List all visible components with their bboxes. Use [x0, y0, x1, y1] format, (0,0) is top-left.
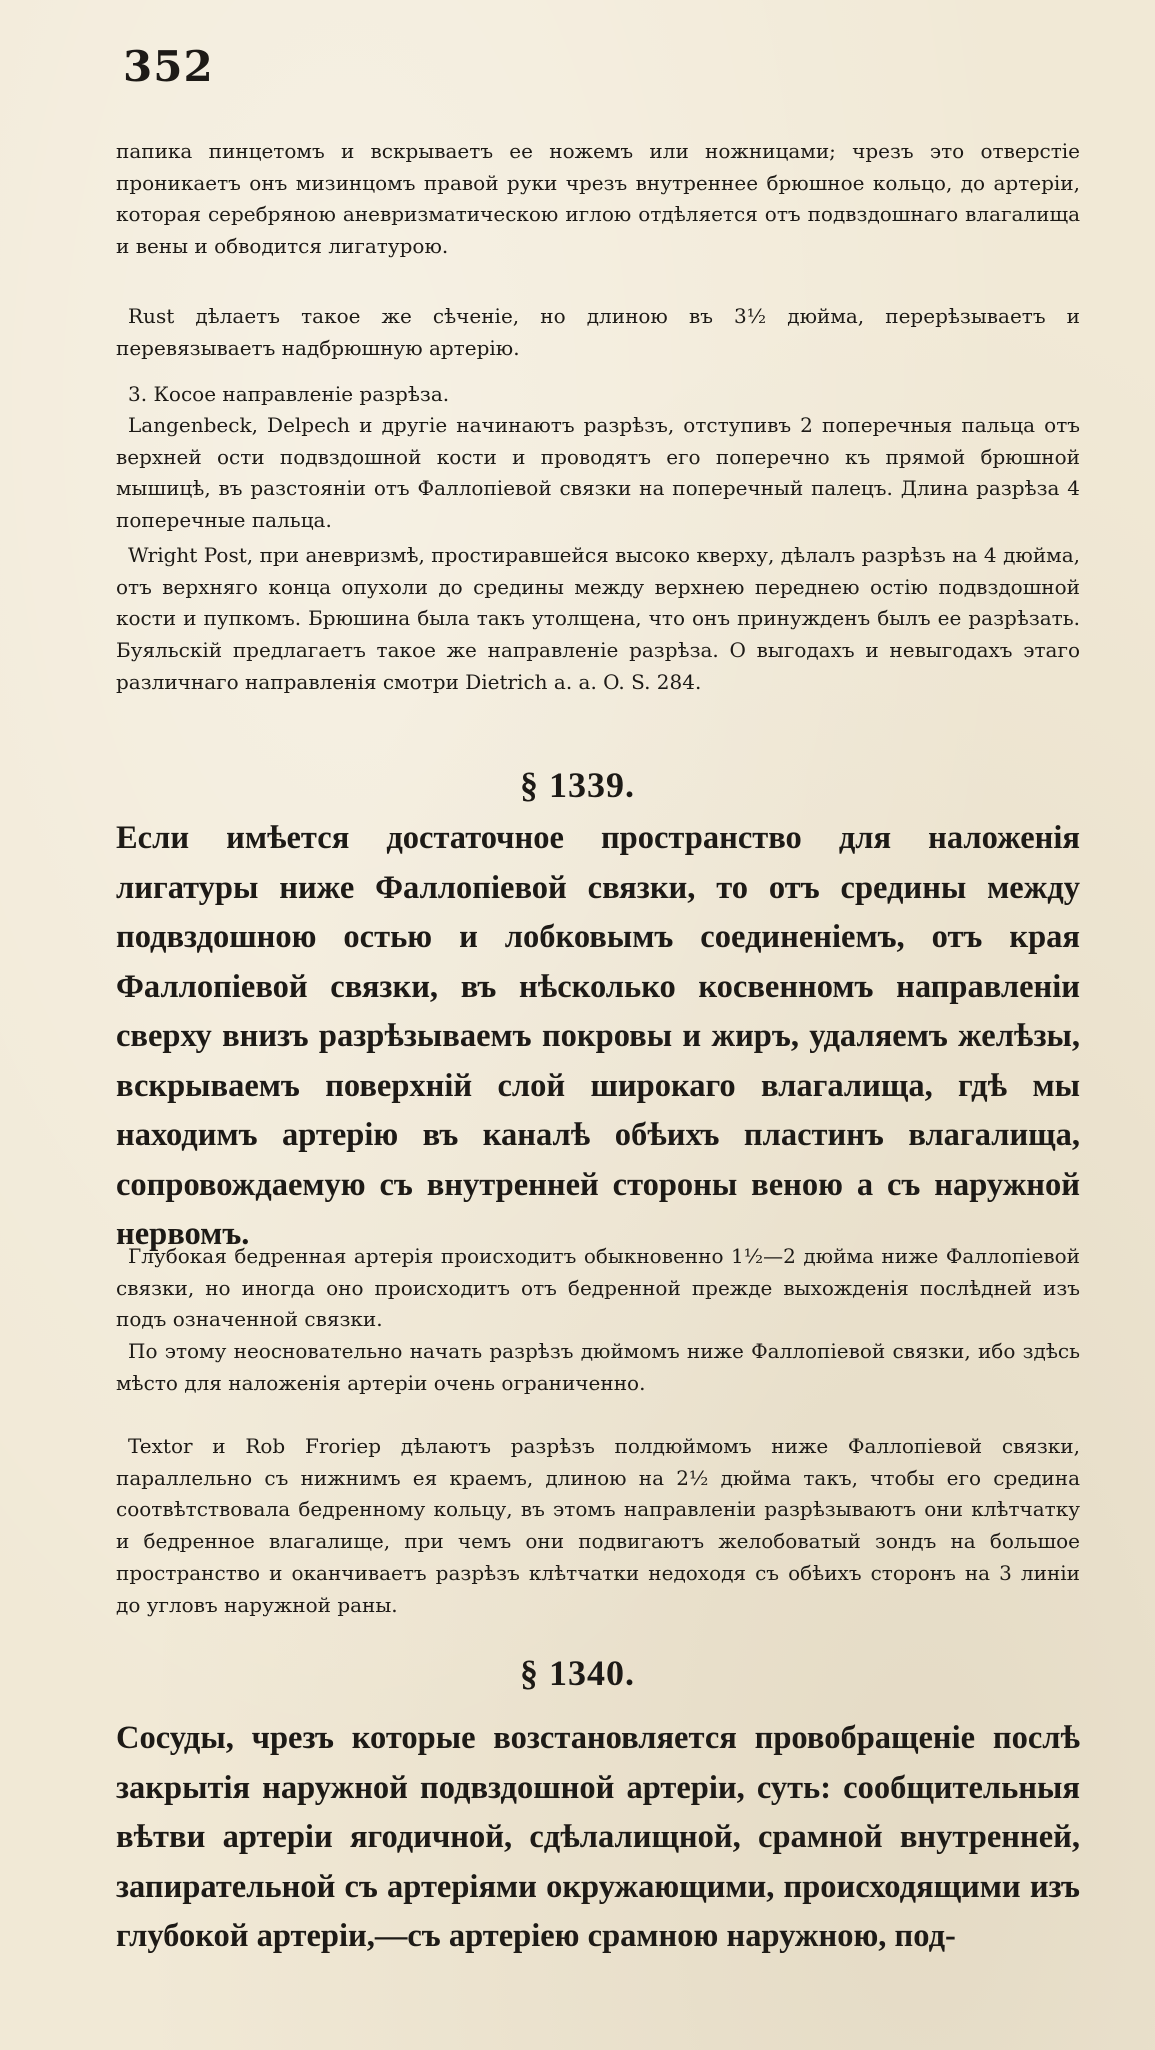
paragraph-textor-froriep: Textor и Rob Froriep дѣлаютъ разрѣзъ полдюймомъ ниже Фаллопіевой связки, параллельно съ нижнимъ ея краемъ, длиною на 2½ дюйма такъ, чтобы его средина соотвѣтствовала бедренному кольцу, въ этомъ направленіи разрѣзываютъ они клѣтчатку и бедренное влагалище, при чемъ они подвигаютъ желобоватый зондъ на большое пространство и оканчиваетъ разрѣзъ клѣтчатки недоходя съ обѣихъ сторонъ на 3 линіи до угловъ наружной раны.	[116, 1434, 1080, 1617]
paragraph-wright-post: Wright Post, при аневризмѣ, простиравшейся высоко кверху, дѣлалъ разрѣзъ на 4 дюйма, отъ верхняго конца опухоли до средины между верхнею переднею остію подвздошной кости и пупкомъ. Брюшина была такъ утолщена, что онъ принужденъ былъ ее разрѣзать. Буяльскій предлагаетъ такое же направленіе разрѣза. О выгодахъ и невыгодахъ этаго различнаго направленія смотри Dietrich a. a. O. S. 284.	[116, 543, 1080, 694]
section-heading-1339: § 1339.	[520, 765, 635, 805]
paragraph-oblique-direction: 3. Косое направленіе разрѣза.	[128, 382, 450, 406]
paragraph-1339-main: Если имѣется достаточное пространство для наложенія лигатуры ниже Фаллопіевой связки, то отъ средины между подвздошною остью и лобковымъ соединеніемъ, отъ края Фаллопіевой связки, въ нѣсколько косвенномъ направленіи сверху внизъ разрѣзываемъ покровы и жиръ, удаляемъ желѣзы, вскрываемъ поверхній слой широкаго влагалища, гдѣ мы находимъ артерію въ каналѣ обѣихъ пластинъ влагалища, сопровождаемую съ внутренней стороны веною а съ наружной нервомъ.	[116, 820, 1080, 1252]
paragraph-incision-note: По этому неосновательно начать разрѣзъ дюймомъ ниже Фаллопіевой связки, ибо здѣсь мѣсто для наложенія артеріи очень ограниченно.	[116, 1339, 1080, 1395]
paragraph-1340-main: Сосуды, чрезъ которые возстановляется провобращеніе послѣ закрытія наружной подвздошной артеріи, суть: сообщительныя вѣтви артеріи ягодичной, сдѣлалищной, срамной внутренней, запирательной съ артеріями окружающими, происходящими изъ глубокой артеріи,—съ артеріею срамною наружною, под-	[116, 1720, 1080, 1954]
paragraph-langenbeck: Langenbeck, Delpech и другіе начинаютъ разрѣзъ, отступивъ 2 поперечныя пальца отъ верхней ости подвздошной кости и проводятъ его поперечно къ прямой брюшной мышицѣ, въ разстояніи отъ Фаллопіевой связки на поперечный палецъ. Длина разрѣза 4 поперечные пальца.	[116, 413, 1080, 533]
section-heading-1340: § 1340.	[520, 1653, 635, 1693]
paragraph-deep-femoral: Глубокая бедренная артерія происходитъ обыкновенно 1½—2 дюйма ниже Фаллопіевой связки, но иногда оно происходитъ отъ бедренной прежде выхожденія послѣдней изъ подъ означенной связки.	[116, 1244, 1080, 1332]
paragraph-rust: Rust дѣлаетъ такое же сѣченіе, но длиною въ 3½ дюйма, перерѣзываетъ и перевязываетъ надбрюшную артерію.	[116, 304, 1080, 360]
paragraph-continuation: папика пинцетомъ и вскрываетъ ее ножемъ или ножницами; чрезъ это отверстіе проникаетъ онъ мизинцомъ правой руки чрезъ внутреннее брюшное кольцо, до артеріи, которая серебряною аневризматическою иглою отдѣляется отъ подвздошнаго влагалища и вены и обводится лигатурою.	[116, 139, 1080, 259]
page-number: 352	[123, 42, 214, 91]
